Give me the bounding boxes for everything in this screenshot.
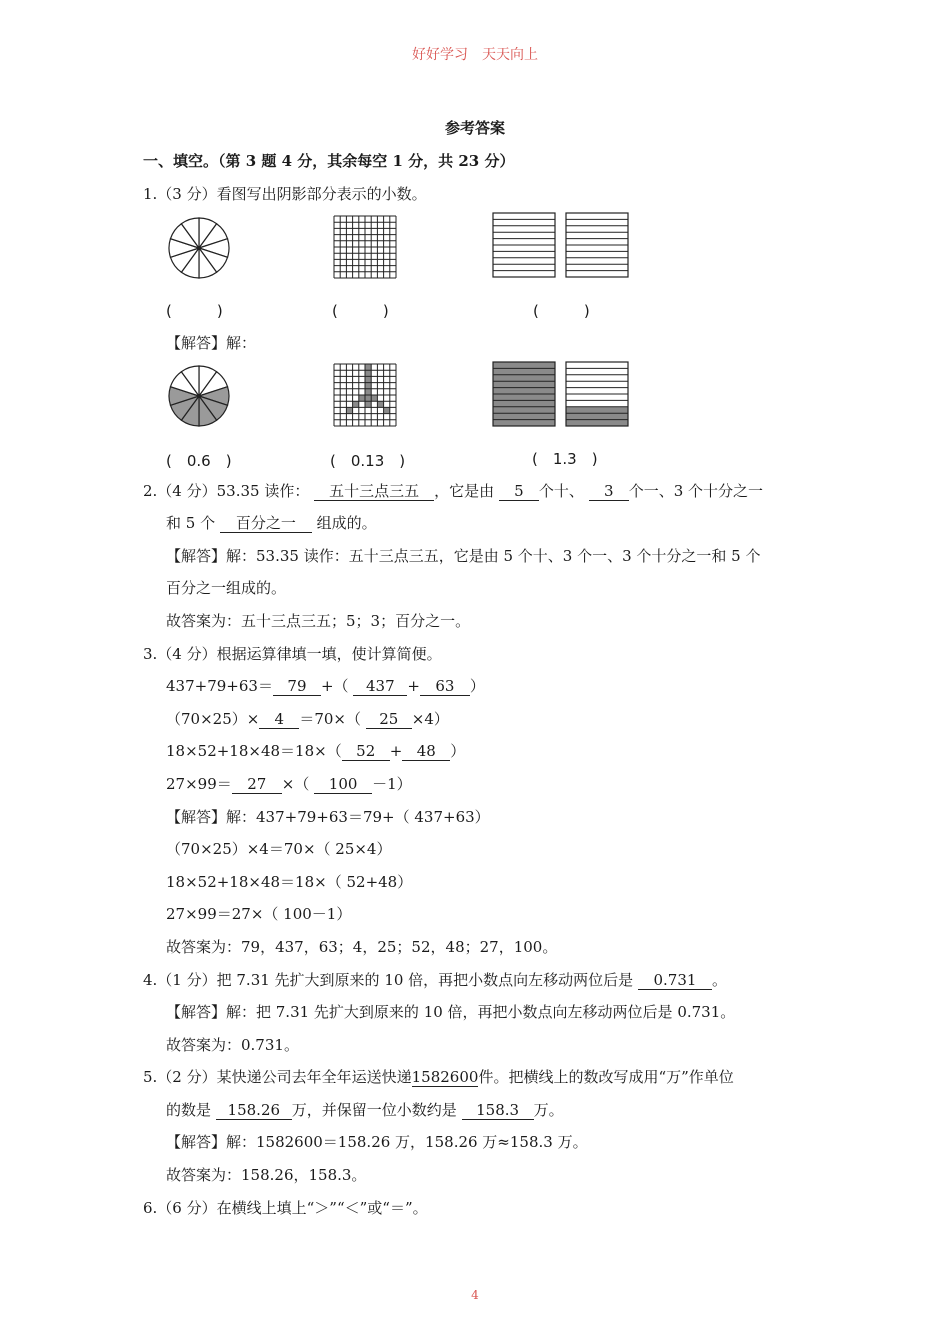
q2-line1: 2.（4 分）53.35 读作： 五十三点三五 ，它是由 5 个十、 3 个一、3 个十分之一 [143,482,764,500]
q5-line1: 5.（2 分）某快递公司去年全年运送快递1582600件。把横线上的数改写成用“万”作单位 [143,1068,734,1086]
q3-row2: （70×25）× 4 ＝70×（ 25 ×4） [166,710,449,728]
circle-figure-shaded [167,364,231,428]
lines-figure-right [565,212,629,278]
q6-stem: 6.（6 分）在横线上填上“＞”“＜”或“＝”。 [143,1199,428,1217]
page-header: 好好学习 天天向上 [412,47,538,63]
page-number: 4 [471,1288,479,1302]
answer-paren-3: ( ) [533,302,590,320]
q2-line2: 和 5 个 百分之一 组成的。 [166,514,377,532]
grid-figure [333,215,397,279]
q1-jieda: 【解答】解： [166,334,257,352]
q3-row3: 18×52+18×48＝18×（ 52 + 48 ） [166,742,466,760]
q3-jieda-2: （70×25）×4＝70×（ 25×4） [166,840,392,858]
q4-stem: 4.（1 分）把 7.31 先扩大到原来的 10 倍，再把小数点向左移动两位后是 0.731 。 [143,971,727,989]
answer-2: ( 0.13 ) [330,452,406,470]
answer-3: ( 1.3 ) [532,450,598,468]
q2-final: 故答案为：五十三点三五；5；3；百分之一。 [166,612,471,630]
q4-jieda: 【解答】解：把 7.31 先扩大到原来的 10 倍，再把小数点向左移动两位后是 0.731。 [166,1003,736,1021]
q4-final: 故答案为：0.731。 [166,1036,299,1054]
answer-paren-1: ( ) [166,302,223,320]
page-title: 参考答案 [444,119,505,137]
circle-figure [167,216,231,280]
q5-jieda: 【解答】解：1582600＝158.26 万，158.26 万≈158.3 万。 [166,1133,588,1151]
q2-jieda-1: 【解答】解：53.35 读作：五十三点三五，它是由 5 个十、3 个一、3 个十分之一和 5 个 [166,547,761,565]
section-heading: 一、填空。（第 3 题 4 分，其余每空 1 分，共 23 分） [143,152,515,170]
q3-row4: 27×99＝ 27 ×（ 100 －1） [166,775,412,793]
q3-stem: 3.（4 分）根据运算律填一填，使计算简便。 [143,645,442,663]
q3-jieda-1: 【解答】解：437+79+63＝79+（ 437+63） [166,808,490,826]
q5-final: 故答案为：158.26，158.3。 [166,1166,367,1184]
q2-jieda-2: 百分之一组成的。 [166,579,287,597]
q5-line2: 的数是 158.26 万，并保留一位小数约是 158.3 万。 [166,1101,564,1119]
q3-final: 故答案为：79，437，63；4，25；52，48；27，100。 [166,938,558,956]
q3-row1: 437+79+63＝ 79 +（ 437 + 63 ） [166,677,485,695]
lines-figure-right-shaded [565,361,629,427]
q3-jieda-3: 18×52+18×48＝18×（ 52+48） [166,873,413,891]
lines-figure-left-shaded [492,361,556,427]
lines-figure-left [492,212,556,278]
answer-paren-2: ( ) [332,302,389,320]
answer-1: ( 0.6 ) [166,452,232,470]
grid-figure-shaded [333,363,397,427]
q3-jieda-4: 27×99＝27×（ 100－1） [166,905,352,923]
q1-stem: 1.（3 分）看图写出阴影部分表示的小数。 [143,185,427,203]
